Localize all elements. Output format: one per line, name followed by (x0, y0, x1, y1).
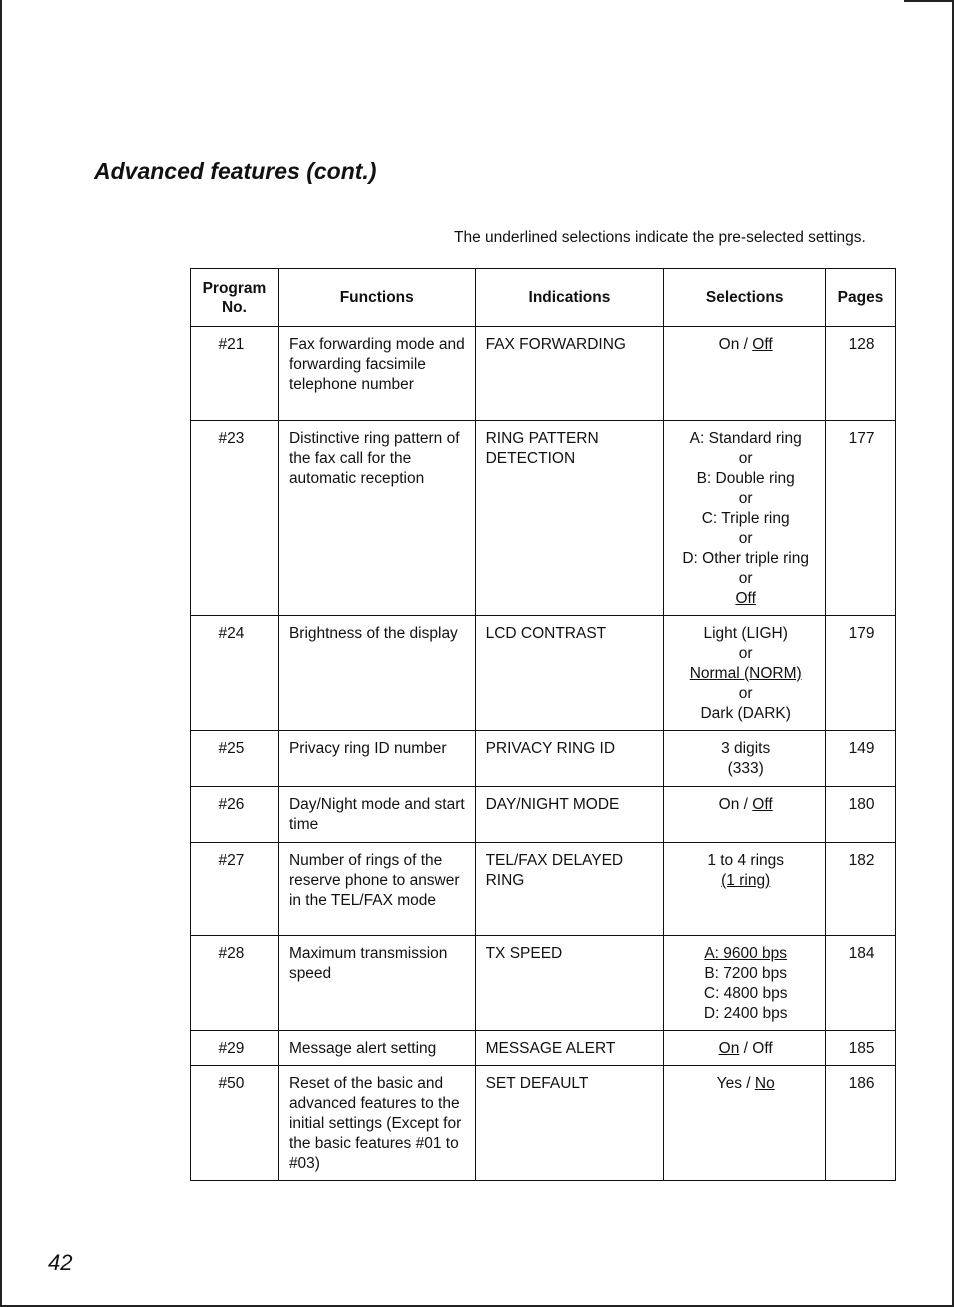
selection-option: 1 to 4 rings (707, 852, 785, 869)
indication: MESSAGE ALERT (475, 1031, 664, 1066)
top-margin-rule (904, 0, 954, 2)
selection-option: Light (LIGH) (703, 625, 788, 642)
preselected-note (454, 229, 866, 247)
selection-or: or (738, 645, 753, 662)
function-description: Maximum transmission speed (278, 936, 475, 1031)
column-header-pages: Pages (826, 269, 896, 327)
selections (664, 843, 826, 936)
selections (664, 1066, 826, 1181)
function-description: Message alert setting (278, 1031, 475, 1066)
advanced-features-table (190, 268, 896, 1181)
selection-option: On / Off (718, 336, 773, 353)
table-row (191, 327, 896, 421)
program-number: #29 (191, 1031, 279, 1066)
table-row (191, 421, 896, 616)
function-description: Day/Night mode and start time (278, 787, 475, 843)
selection-option: On / Off (718, 796, 773, 813)
column-header-selections: Selections (664, 269, 826, 327)
table-row (191, 1066, 896, 1181)
program-number: #50 (191, 1066, 279, 1181)
default-selection-mark: On (718, 1040, 740, 1057)
table-row (191, 843, 896, 936)
function-description: Reset of the basic and advanced features to the initial settings (Except for the basic features #01 to #03) (278, 1066, 475, 1181)
selection-option: C: Triple ring (701, 510, 790, 527)
table-row (191, 731, 896, 787)
selections (664, 936, 826, 1031)
column-header-program: Program No. (191, 269, 279, 327)
page-ref: 180 (826, 787, 896, 843)
selection-option: Yes / No (716, 1075, 775, 1092)
table-row (191, 787, 896, 843)
left-margin-rule (0, 0, 2, 1307)
selection-option: On / Off (718, 1040, 773, 1057)
selection-option-default: (1 ring) (721, 872, 771, 889)
program-number: #27 (191, 843, 279, 936)
column-header-indications: Indications (475, 269, 664, 327)
function-description: Distinctive ring pattern of the fax call for the automatic reception (278, 421, 475, 616)
selection-option: D: Other triple ring (682, 550, 809, 567)
page-ref: 185 (826, 1031, 896, 1066)
note-text: The underlined selections indicate the pre-selected settings. (454, 229, 866, 246)
indication: RING PATTERN DETECTION (475, 421, 664, 616)
indication: FAX FORWARDING (475, 327, 664, 421)
function-description: Brightness of the display (278, 616, 475, 731)
selection-or: or (738, 450, 753, 467)
table-row (191, 1031, 896, 1066)
page-ref: 186 (826, 1066, 896, 1181)
default-selection-mark: Off (752, 796, 773, 813)
table-header-row (191, 269, 896, 327)
table-row (191, 936, 896, 1031)
page-ref: 177 (826, 421, 896, 616)
indication: SET DEFAULT (475, 1066, 664, 1181)
program-number: #28 (191, 936, 279, 1031)
selections (664, 1031, 826, 1066)
selection-option: A: Standard ring (689, 430, 802, 447)
selection-option-default: A: 9600 bps (704, 945, 788, 962)
selection-option-default: Normal (NORM) (689, 665, 802, 682)
selections (664, 616, 826, 731)
function-description: Fax forwarding mode and forwarding facsimile telephone number (278, 327, 475, 421)
indication: TEL/FAX DELAYED RING (475, 843, 664, 936)
selection-option-default: Off (735, 590, 756, 607)
program-number: #23 (191, 421, 279, 616)
page-ref: 184 (826, 936, 896, 1031)
page-number: 42 (48, 1250, 73, 1275)
page-ref: 179 (826, 616, 896, 731)
column-header-functions: Functions (278, 269, 475, 327)
selection-option: 3 digits (721, 740, 771, 757)
selection-or: or (738, 685, 753, 702)
program-number: #26 (191, 787, 279, 843)
default-selection-mark: Off (752, 336, 773, 353)
function-description: Number of rings of the reserve phone to answer in the TEL/FAX mode (278, 843, 475, 936)
indication: PRIVACY RING ID (475, 731, 664, 787)
indication: DAY/NIGHT MODE (475, 787, 664, 843)
selections (664, 787, 826, 843)
selection-option: C: 4800 bps (703, 985, 788, 1002)
selection-or: or (738, 490, 753, 507)
page-title: Advanced features (cont.) (94, 158, 377, 184)
default-selection-mark: No (754, 1075, 775, 1092)
selection-default: (333) (727, 760, 764, 777)
program-number: #21 (191, 327, 279, 421)
selection-or: or (738, 570, 753, 587)
selections (664, 327, 826, 421)
selection-option: B: Double ring (696, 470, 795, 487)
table-row (191, 616, 896, 731)
page-ref: 149 (826, 731, 896, 787)
page-ref: 182 (826, 843, 896, 936)
program-number: #25 (191, 731, 279, 787)
selection-option: D: 2400 bps (703, 1005, 788, 1022)
indication: TX SPEED (475, 936, 664, 1031)
indication: LCD CONTRAST (475, 616, 664, 731)
selection-or: or (738, 530, 753, 547)
selection-option: B: 7200 bps (704, 965, 788, 982)
selections (664, 731, 826, 787)
selection-option: Dark (DARK) (700, 705, 791, 722)
function-description: Privacy ring ID number (278, 731, 475, 787)
page-ref: 128 (826, 327, 896, 421)
program-number: #24 (191, 616, 279, 731)
selections (664, 421, 826, 616)
